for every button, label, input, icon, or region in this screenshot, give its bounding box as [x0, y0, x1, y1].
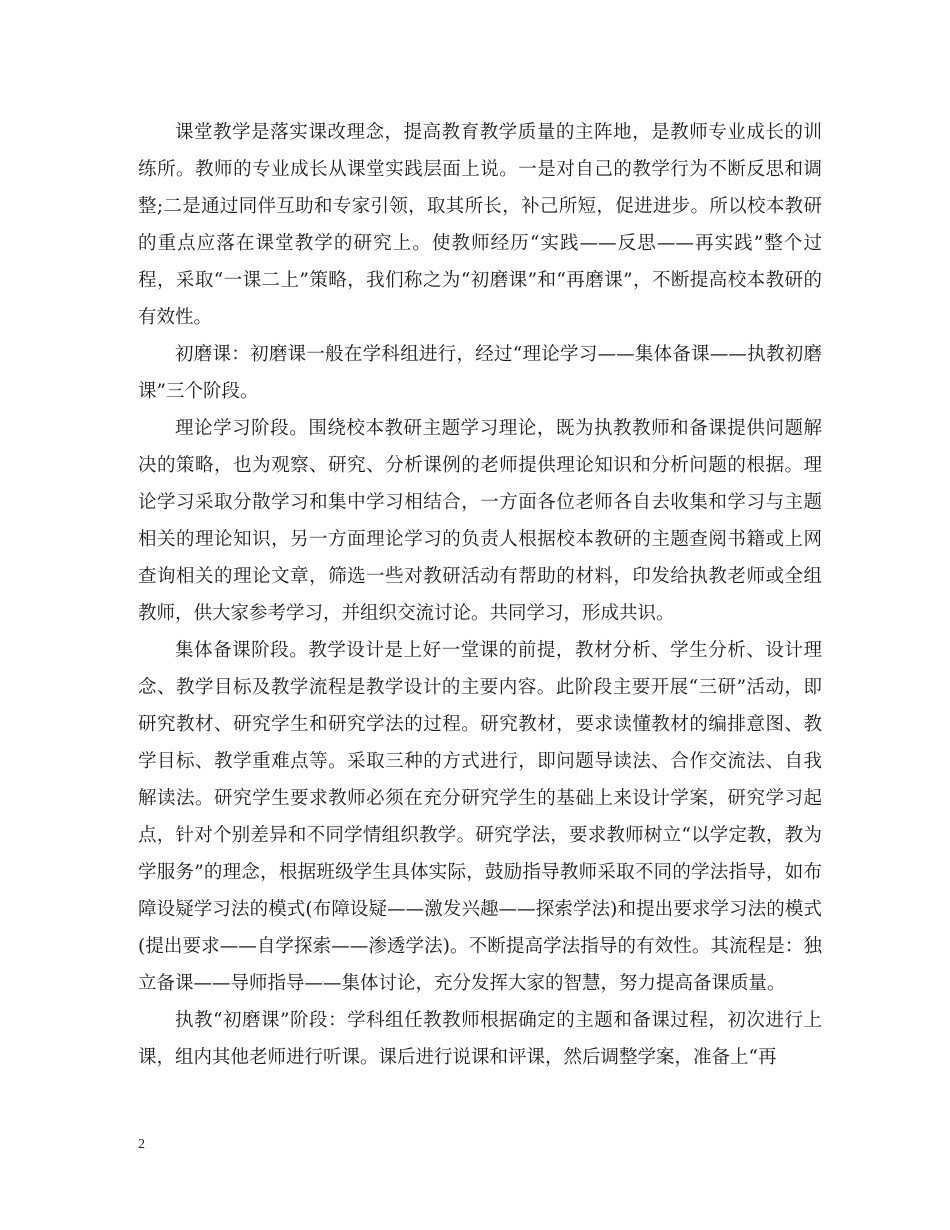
body-text	[138, 114, 822, 1076]
paragraph-intro: 课堂教学是落实课改理念，提高教育教学质量的主阵地，是教师专业成长的训练所。教师的专业成长从课堂实践层面上说。一是对自己的教学行为不断反思和调整;二是通过同伴互助和专家引领，取其所长，补己所短，促进进步。所以校本教研的重点应落在课堂教学的研究上。使教师经历“实践——反思——再实践”整个过程，采取“一课二上”策略，我们称之为“初磨课”和“再磨课”，不断提高校本教研的有效性。	[138, 122, 822, 328]
page-number: 2	[138, 1137, 145, 1152]
paragraph-teaching-first-polish: 执教“初磨课”阶段：学科组任教教师根据确定的主题和备课过程，初次进行上课，组内其他老师进行听课。课后进行说课和评课，然后调整学案，准备上“再	[138, 1010, 822, 1068]
paragraph-theory-study: 理论学习阶段。围绕校本教研主题学习理论，既为执教教师和备课提供问题解决的策略，也为观察、研究、分析课例的老师提供理论知识和分析问题的根据。理论学习采取分散学习和集中学习相结合，一方面各位老师各自去收集和学习与主题相关的理论知识，另一方面理论学习的负责人根据校本教研的主题查阅书籍或上网查询相关的理论文章，筛选一些对教研活动有帮助的材料，印发给执教老师或全组教师，供大家参考学习，并组织交流讨论。共同学习，形成共识。	[138, 418, 822, 624]
paragraph-collective-lesson-prep: 集体备课阶段。教学设计是上好一堂课的前提，教材分析、学生分析、设计理念、教学目标及教学流程是教学设计的主要内容。此阶段主要开展“三研”活动，即研究教材、研究学生和研究学法的过程。研究教材，要求读懂教材的编排意图、教学目标、教学重难点等。采取三种的方式进行，即问题导读法、合作交流法、自我解读法。研究学生要求教师必须在充分研究学生的基础上来设计学案，研究学习起点，针对个别差异和不同学情组织教学。研究学法，要求教师树立“以学定教，教为学服务”的理念，根据班级学生具体实际，鼓励指导教师采取不同的学法指导，如布障设疑学习法的模式(布障设疑——激发兴趣——探索学法)和提出要求学习法的模式(提出要求——自学探索——渗透学法)。不断提高学法指导的有效性。其流程是：独立备课——导师指导——集体讨论，充分发挥大家的智慧，努力提高备课质量。	[138, 640, 822, 994]
paragraph-first-polish-lesson: 初磨课：初磨课一般在学科组进行，经过“理论学习——集体备课——执教初磨课”三个阶段。	[138, 344, 822, 402]
